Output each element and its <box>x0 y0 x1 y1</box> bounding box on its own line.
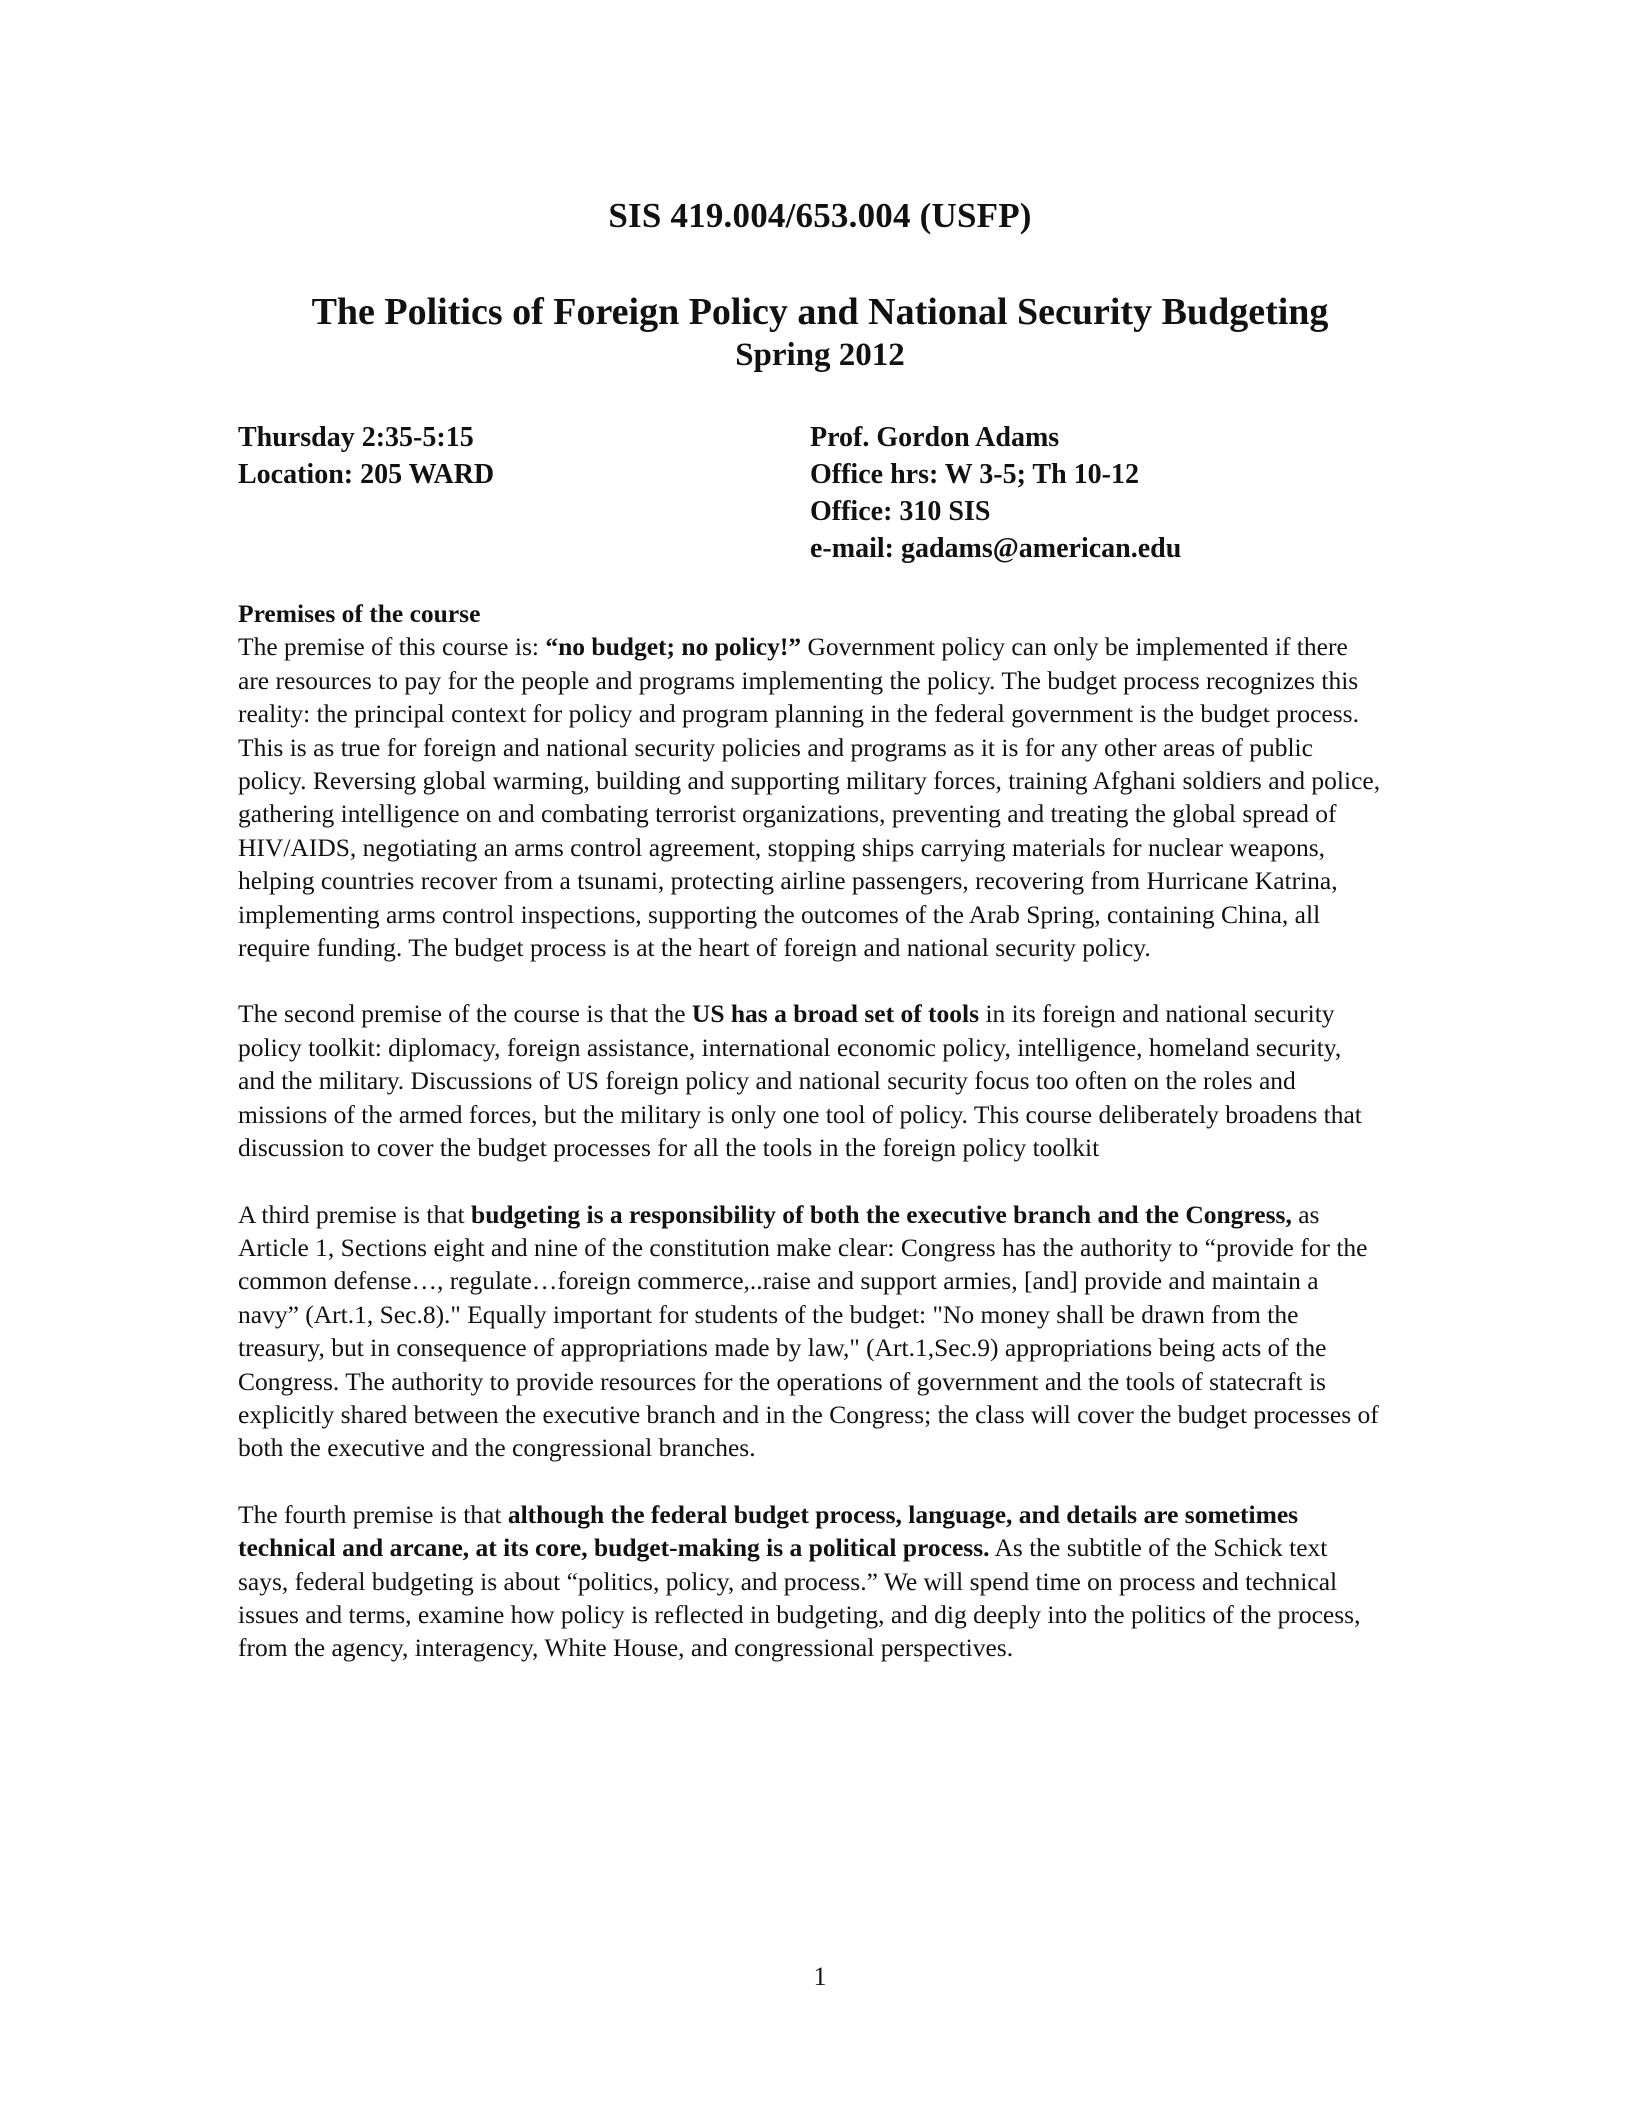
premise-paragraph-4 <box>238 1498 1384 1665</box>
office-hours: Office hrs: W 3-5; Th 10-12 <box>810 459 1139 490</box>
professor-name: Prof. Gordon Adams <box>810 422 1060 453</box>
premise-3-text-a: A third premise is that <box>238 1199 472 1229</box>
office-location: Office: 310 SIS <box>810 496 991 527</box>
course-code: SIS 419.004/653.004 (USFP) <box>608 196 1032 235</box>
schedule-info <box>238 419 494 493</box>
premise-1-text-c: Government policy can only be implemented if there are resources to pay for the people and programs implementing the policy. The budget process recognizes this reality: the principal context for policy and program planning in the federal government is the budget process. This is as true for foreign and national security policies and programs as it is for any other areas of public policy. Reversing global warming, building and supporting military forces, training Afghani soldiers and police, gathering intelligence on and combating terrorist organizations, preventing and treating the global spread of HIV/AIDS, negotiating an arms control agreement, stopping ships carrying materials for nuclear weapons, helping countries recover from a tsunami, protecting airline passengers, recovering from Hurricane Katrina, implementing arms control inspections, supporting the outcomes of the Arab Spring, containing China, all require funding. The budget process is at the heart of foreign and national security policy. <box>238 632 1381 963</box>
premise-3-text-c: as Article 1, Sections eight and nine of the constitution make clear: Congress has the authority to “provide for the common defense…, regulate…foreign commerce,..raise and support armies, [and] provide and maintain a navy” (Art.1, Sec.8)." Equally important for students of the budget: "No money shall be drawn from the treasury, but in consequence of appropriations made by law," (Art.1,Sec.9) appropriations being acts of the Congress. The authority to provide resources for the operations of government and the tools of statecraft is explicitly shared between the executive branch and in the Congress; the class will cover the budget processes of both the executive and the congressional branches. <box>238 1199 1379 1463</box>
premise-3-emphasis: budgeting is a responsibility of both the executive branch and the Congress, <box>471 1199 1292 1229</box>
email-address: e-mail: gadams@american.edu <box>810 533 1182 564</box>
class-location: Location: 205 WARD <box>238 459 495 490</box>
premise-4-text-c: As the subtitle of the Schick text says, federal budgeting is about “politics, policy, and process.” We will spend time on process and technical issues and terms, examine how policy is reflected in budgeting, and dig deeply into the politics of the process, from the agency, interagency, White House, and congressional perspectives. <box>238 1533 1361 1663</box>
premise-2-text-c: in its foreign and national security policy toolkit: diplomacy, foreign assistance, international economic policy, intelligence, homeland security, and the military. Discussions of US foreign policy and national security focus too often on the roles and missions of the armed forces, but the military is only one tool of policy. This course deliberately broadens that discussion to cover the budget processes for all the tools in the foreign policy toolkit <box>238 999 1362 1163</box>
course-title: The Politics of Foreign Policy and National Security Budgeting <box>311 291 1329 333</box>
premise-4-emphasis: although the federal budget process, language, and details are sometimes technical and arcane, at its core, budget-making is a political process. <box>238 1499 1299 1563</box>
premise-1-text-a: The premise of this course is: <box>238 632 546 662</box>
premise-paragraph-3 <box>238 1198 1384 1465</box>
instructor-info <box>810 419 1181 567</box>
premise-paragraph-1 <box>238 630 1384 964</box>
premise-2-emphasis: US has a broad set of tools <box>691 999 980 1029</box>
premise-1-emphasis: “no budget; no policy!” <box>545 632 802 662</box>
course-term: Spring 2012 <box>735 337 905 373</box>
page-number: 1 <box>813 1962 827 1991</box>
section-heading: Premises of the course <box>238 599 481 628</box>
premise-paragraph-2 <box>238 997 1384 1164</box>
premise-2-text-a: The second premise of the course is that the <box>238 999 692 1029</box>
premises-section <box>238 597 1384 1698</box>
class-time: Thursday 2:35-5:15 <box>238 422 474 453</box>
premise-4-text-a: The fourth premise is that <box>238 1499 508 1529</box>
